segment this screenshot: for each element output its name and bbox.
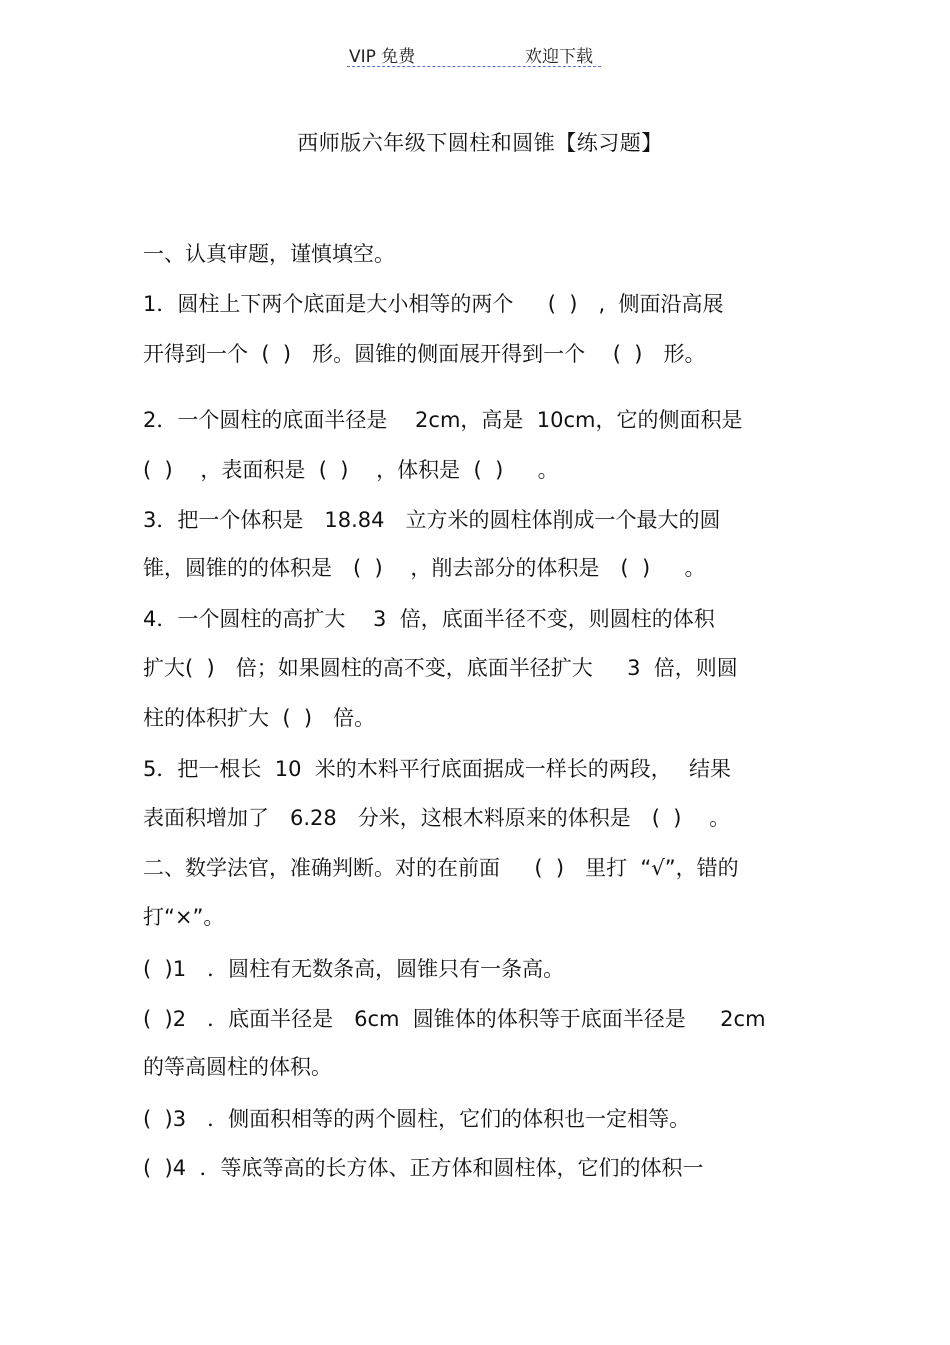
page-header bbox=[347, 40, 601, 67]
question-3-line-2: 锥，圆锥的的体积是 ( ) ，削去部分的体积是 ( ) 。 bbox=[143, 556, 706, 580]
section-2-heading-line-1: 二、数学法官，准确判断。对的在前面 ( ) 里打 “√”，错的 bbox=[143, 856, 739, 880]
judgement-2-line-2: 的等高圆柱的体积。 bbox=[143, 1055, 332, 1079]
question-4-line-1: 4．一个圆柱的高扩大 3 倍，底面半径不变，则圆柱的体积 bbox=[143, 607, 715, 631]
judgement-1: ( )1 ．圆柱有无数条高，圆锥只有一条高。 bbox=[143, 957, 565, 981]
question-3-line-1: 3．把一个体积是 18.84 立方米的圆柱体削成一个最大的圆 bbox=[143, 508, 721, 532]
question-5-line-1: 5．把一根长 10 米的木料平行底面据成一样长的两段， 结果 bbox=[143, 757, 731, 781]
header-vip-free: VIP 免费 bbox=[349, 47, 416, 67]
question-1-line-2: 开得到一个 ( ) 形。圆锥的侧面展开得到一个 ( ) 形。 bbox=[143, 342, 706, 366]
question-5-line-2: 表面积增加了 6.28 分米，这根木料原来的体积是 ( ) 。 bbox=[143, 806, 731, 830]
section-1-heading: 一、认真审题，谨慎填空。 bbox=[143, 242, 395, 266]
question-4-line-2: 扩大( ) 倍；如果圆柱的高不变，底面半径扩大 3 倍，则圆 bbox=[143, 656, 738, 680]
question-2-line-1: 2．一个圆柱的底面半径是 2cm，高是 10cm，它的侧面积是 bbox=[143, 408, 743, 432]
header-welcome-download: 欢迎下载 bbox=[525, 47, 593, 67]
section-2-heading-line-2: 打“×”。 bbox=[143, 905, 225, 929]
judgement-4-line-1: ( )4 ．等底等高的长方体、正方体和圆柱体，它们的体积一 bbox=[143, 1156, 704, 1180]
judgement-3: ( )3 ．侧面积相等的两个圆柱，它们的体积也一定相等。 bbox=[143, 1107, 691, 1131]
judgement-2-line-1: ( )2 ．底面半径是 6cm 圆锥体的体积等于底面半径是 2cm bbox=[143, 1007, 766, 1031]
question-2-line-2: ( ) ，表面积是 ( ) ，体积是 ( ) 。 bbox=[143, 458, 559, 482]
question-1-line-1: 1．圆柱上下两个底面是大小相等的两个 ( ) , 侧面沿高展 bbox=[143, 292, 724, 316]
document-title: 西师版六年级下圆柱和圆锥【练习题】 bbox=[297, 131, 663, 155]
question-4-line-3: 柱的体积扩大 ( ) 倍。 bbox=[143, 706, 376, 730]
